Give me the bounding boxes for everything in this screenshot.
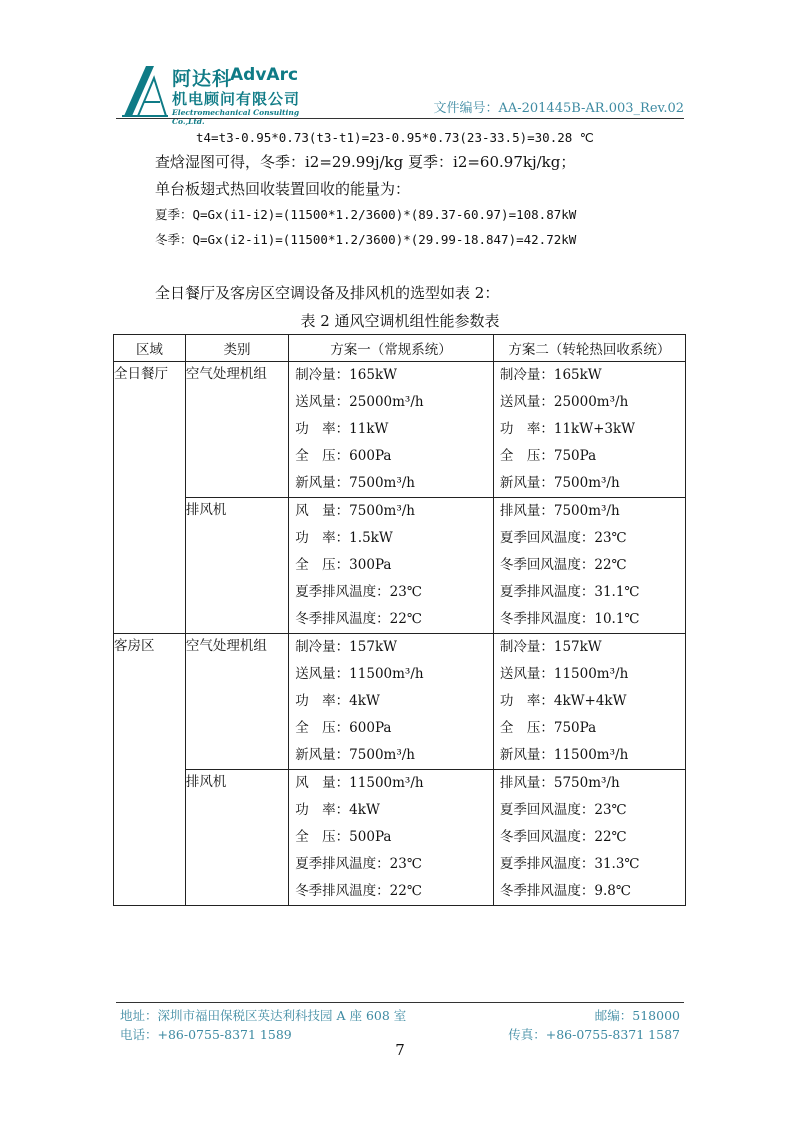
spec-item: 夏季排风温度：31.1℃ [499, 584, 640, 600]
table-row [114, 634, 686, 770]
company-logo [120, 62, 320, 126]
header-divider [116, 118, 684, 119]
spec-item: 夏季排风温度：23℃ [295, 584, 422, 600]
formula-t4: t4=t3-0.95*0.73(t3-t1)=23-0.95*0.73(23-33.5)=30.28 ℃ [196, 130, 594, 145]
type-cell: 空气处理机组 [185, 634, 288, 770]
footer-phone: 电话：+86-0755-8371 1589 [120, 1027, 292, 1042]
spec-item: 夏季排风温度：23℃ [295, 856, 422, 872]
footer-line-1 [120, 1006, 680, 1024]
spec-item: 功 率：4kW+4kW [499, 693, 627, 709]
spec-item: 冬季回风温度：22℃ [499, 829, 627, 845]
header-type: 类别 [185, 335, 288, 362]
spec-item: 冬季排风温度：22℃ [295, 883, 422, 899]
logo-text-cn: 阿达科 [172, 68, 233, 90]
page-number: 7 [395, 1041, 405, 1059]
type-cell: 空气处理机组 [185, 362, 288, 498]
spec-item: 冬季排风温度：10.1℃ [499, 611, 640, 627]
logo-text-en: AdvArc [230, 65, 299, 85]
logo-company-name-en: Electromechanical Consulting Co.,Ltd. [172, 108, 300, 126]
plan1-fan-cell [289, 498, 494, 634]
spec-item: 送风量：11500m³/h [499, 666, 629, 682]
spec-item: 功 率：11kW [295, 421, 389, 437]
table-header-row [114, 335, 686, 362]
spec-item: 冬季排风温度：22℃ [295, 611, 422, 627]
spec-item: 制冷量：157kW [295, 639, 398, 655]
recovery-intro: 单台板翅式热回收装置回收的能量为： [155, 180, 411, 198]
spec-item: 功 率：4kW [295, 802, 380, 818]
spec-item: 制冷量：157kW [499, 639, 602, 655]
spec-item: 新风量：7500m³/h [494, 470, 685, 498]
spec-item: 全 压：600Pa [295, 720, 392, 736]
spec-item: 送风量：25000m³/h [295, 394, 424, 410]
plan1-fan-cell [289, 770, 494, 906]
spec-item: 送风量：11500m³/h [295, 666, 424, 682]
spec-item: 送风量：25000m³/h [499, 394, 629, 410]
spec-item: 风 量：7500m³/h [295, 503, 415, 519]
spec-item: 夏季回风温度：23℃ [499, 530, 627, 546]
header-plan1: 方案一（常规系统） [289, 335, 494, 362]
spec-item: 功 率：1.5kW [295, 530, 393, 546]
plan2-cell [493, 634, 685, 906]
plan1-ahu-cell [289, 634, 494, 770]
plan1-ahu-cell [289, 362, 494, 498]
spec-item: 制冷量：165kW [295, 367, 398, 383]
spec-item: 功 率：4kW [295, 693, 380, 709]
selection-intro: 全日餐厅及客房区空调设备及排风机的选型如表 2： [155, 284, 500, 302]
spec-item: 排风量：7500m³/h [499, 503, 620, 519]
footer-divider [116, 1002, 684, 1003]
spec-item: 排风量：5750m³/h [499, 775, 620, 791]
footer-address: 地址：深圳市福田保税区英达利科技园 A 座 608 室 [120, 1008, 407, 1023]
header-plan2: 方案二（转轮热回收系统） [493, 335, 685, 362]
summer-formula: 夏季：Q=Gx(i1-i2)=(11500*1.2/3600)*(89.37-60.97)=108.87kW [155, 207, 577, 222]
spec-item: 全 压：500Pa [295, 829, 392, 845]
winter-formula: 冬季：Q=Gx(i2-i1)=(11500*1.2/3600)*(29.99-18.847)=42.72kW [155, 232, 577, 247]
table-row [114, 362, 686, 498]
zone-cell: 全日餐厅 [114, 362, 186, 634]
type-cell: 排风机 [185, 770, 288, 906]
footer-postcode: 邮编：518000 [594, 1008, 680, 1023]
spec-item: 冬季回风温度：22℃ [499, 557, 627, 573]
spec-item: 夏季回风温度：23℃ [499, 802, 627, 818]
spec-item: 夏季排风温度：31.3℃ [499, 856, 640, 872]
spec-item: 冬季排风温度：9.8℃ [499, 883, 631, 899]
spec-item: 新风量：7500m³/h [295, 747, 415, 763]
header-zone: 区域 [114, 335, 186, 362]
spec-item: 全 压：750Pa [499, 448, 597, 464]
type-cell: 排风机 [185, 498, 288, 634]
psychrometric-text: 查焓湿图可得，冬季：i2=29.99j/kg 夏季：i2=60.97kj/kg； [155, 153, 576, 171]
logo-company-name: 机电顾问有限公司 [172, 90, 301, 108]
table-caption: 表 2 通风空调机组性能参数表 [300, 312, 500, 330]
spec-item: 全 压：750Pa [499, 720, 597, 736]
spec-item: 新风量：7500m³/h [295, 475, 415, 491]
spec-item: 新风量：11500m³/h [494, 742, 685, 770]
plan2-cell [493, 362, 685, 634]
spec-item: 全 压：300Pa [295, 557, 392, 573]
footer-fax: 传真：+86-0755-8371 1587 [508, 1027, 680, 1042]
logo-mark-icon [120, 62, 170, 118]
spec-item: 功 率：11kW+3kW [499, 421, 636, 437]
spec-table [113, 334, 686, 906]
zone-cell: 客房区 [114, 634, 186, 906]
spec-item: 全 压：600Pa [295, 448, 392, 464]
spec-item: 风 量：11500m³/h [295, 775, 424, 791]
document-number: 文件编号：AA-201445B-AR.003_Rev.02 [433, 101, 684, 116]
spec-item: 制冷量：165kW [499, 367, 602, 383]
